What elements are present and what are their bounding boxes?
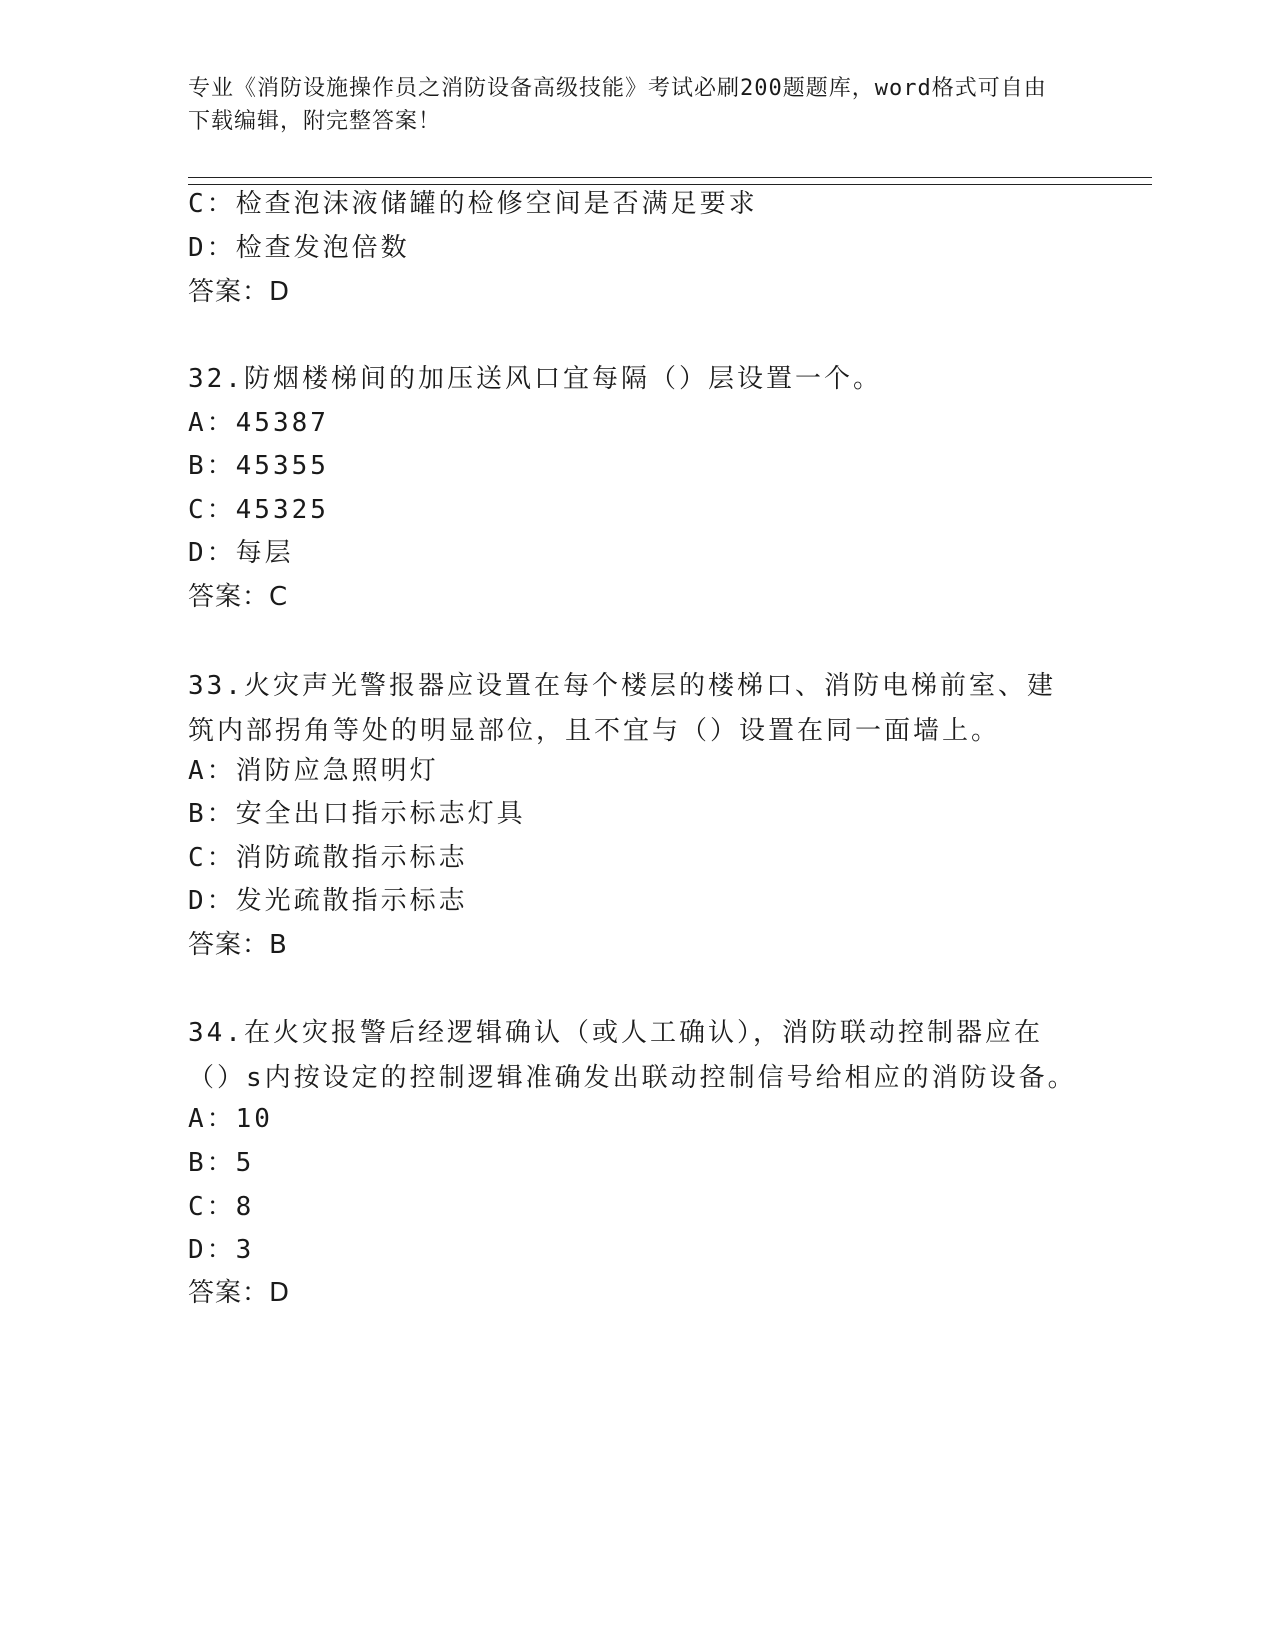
question-32-option-b: B：45355 — [188, 451, 329, 481]
question-34-answer: 答案：D — [188, 1278, 291, 1308]
question-34-option-d: D：3 — [188, 1235, 255, 1265]
question-32-stem: 32.防烟楼梯间的加压送风口宜每隔（）层设置一个。 — [188, 364, 882, 394]
header-rule-bottom — [188, 184, 1152, 185]
question-32-answer: 答案：C — [188, 582, 289, 612]
question-34-option-c: C：8 — [188, 1192, 255, 1222]
question-33-option-c: C：消防疏散指示标志 — [188, 843, 468, 873]
question-33-option-a: A：消防应急照明灯 — [188, 756, 439, 786]
question-33-option-d: D：发光疏散指示标志 — [188, 886, 468, 916]
document-header: 专业《消防设施操作员之消防设备高级技能》考试必刷200题题库，word格式可自由下载编辑，附完整答案！ — [188, 76, 1047, 134]
question-32-option-c: C：45325 — [188, 495, 329, 525]
question-33-answer: 答案：B — [188, 930, 288, 960]
question-33-option-b: B：安全出口指示标志灯具 — [188, 799, 526, 829]
question-34-stem: 34.在火灾报警后经逻辑确认（或人工确认），消防联动控制器应在（）s内按设定的控制逻辑准确发出联动控制信号给相应的消防设备。 — [188, 1018, 1077, 1093]
question-34-option-a: A：10 — [188, 1104, 273, 1134]
option-c: C：检查泡沫液储罐的检修空间是否满足要求 — [188, 189, 758, 219]
option-d: D：检查发泡倍数 — [188, 233, 410, 263]
question-32-option-d: D：每层 — [188, 538, 294, 568]
answer-line: 答案：D — [188, 277, 291, 307]
question-34-option-b: B：5 — [188, 1148, 255, 1178]
question-32-option-a: A：45387 — [188, 408, 329, 438]
header-rule-top — [188, 177, 1152, 178]
question-33-stem: 33.火灾声光警报器应设置在每个楼层的楼梯口、消防电梯前室、建筑内部拐角等处的明显部位，且不宜与（）设置在同一面墙上。 — [188, 671, 1056, 746]
